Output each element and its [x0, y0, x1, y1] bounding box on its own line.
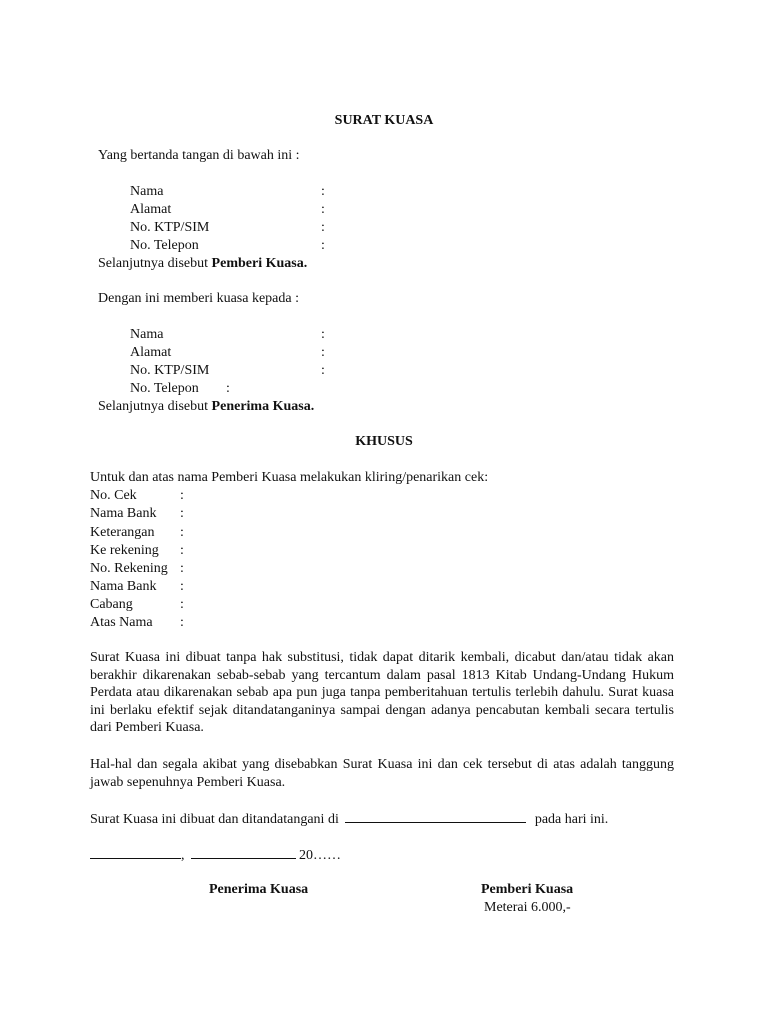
grant-intro-text: Dengan ini memberi kuasa kepada : [98, 291, 299, 306]
date-day-blank [191, 845, 296, 859]
stamp-note: Meterai 6.000,- [484, 900, 571, 915]
receiver-name-label: Nama [130, 327, 164, 342]
giver-reference [98, 255, 307, 273]
receiver-reference-prefix: Selanjutnya disebut [98, 399, 212, 414]
date-year: 20…… [299, 848, 341, 863]
branch-colon: : [180, 597, 184, 612]
place-line [90, 809, 608, 829]
account-number-label: No. Rekening [90, 561, 168, 576]
place-prefix: Surat Kuasa ini dibuat dan ditandatangani di [90, 812, 339, 827]
bank-name-label: Nama Bank [90, 506, 157, 521]
description-colon: : [180, 525, 184, 540]
purpose-text: Untuk dan atas nama Pemberi Kuasa melakukan kliring/penarikan cek: [90, 470, 489, 485]
account-holder-label: Atas Nama [90, 615, 153, 630]
giver-address-label: Alamat [130, 202, 172, 217]
giver-name-colon: : [321, 184, 325, 199]
section-title: KHUSUS [355, 434, 413, 449]
signer-giver-label: Pemberi Kuasa [481, 882, 574, 897]
receiver-name-colon: : [321, 327, 325, 342]
giver-phone-colon: : [321, 238, 325, 253]
giver-id-colon: : [321, 220, 325, 235]
responsibility-paragraph: Hal-hal dan segala akibat yang disebabkan Surat Kuasa ini dan cek tersebut di atas adalah tanggung jawab sepenuhnya Pemberi Kuasa. [90, 757, 674, 790]
account-number-colon: : [180, 561, 184, 576]
to-account-colon: : [180, 543, 184, 558]
giver-phone-label: No. Telepon [130, 238, 199, 253]
bank-name-colon: : [180, 506, 184, 521]
date-place-blank [90, 845, 181, 859]
receiver-address-label: Alamat [130, 345, 172, 360]
cheque-number-colon: : [180, 488, 184, 503]
place-blank [345, 809, 526, 823]
giver-name-label: Nama [130, 184, 164, 199]
bank-name-2-colon: : [180, 579, 184, 594]
cheque-number-label: No. Cek [90, 488, 137, 503]
receiver-phone-label: No. Telepon [130, 381, 199, 396]
account-holder-colon: : [180, 615, 184, 630]
receiver-address-colon: : [321, 345, 325, 360]
receiver-id-label: No. KTP/SIM [130, 363, 210, 378]
giver-address-colon: : [321, 202, 325, 217]
branch-label: Cabang [90, 597, 133, 612]
giver-reference-prefix: Selanjutnya disebut [98, 256, 212, 271]
place-suffix: pada hari ini. [534, 812, 609, 827]
receiver-phone-colon: : [226, 381, 230, 396]
giver-id-label: No. KTP/SIM [130, 220, 210, 235]
giver-reference-bold: Pemberi Kuasa. [211, 256, 308, 271]
receiver-reference-bold: Penerima Kuasa. [211, 399, 315, 414]
description-label: Keterangan [90, 525, 155, 540]
date-line [90, 845, 341, 865]
terms-paragraph: Surat Kuasa ini dibuat tanpa hak substitusi, tidak dapat ditarik kembali, dicabut dan/atau tidak akan berakhir dikarenakan sebab-sebab yang tercantum dalam pasal 1813 Kitab Undang-Undang Hukum Perdata atau dikarenakan sebab apa pun juga tanpa pemberitahuan tertulis terlebih dahulu. Surat kuasa ini berlaku efektif sejak ditandatanganinya sampai dengan adanya pencabutan kembali secara tertulis dari Pemberi Kuasa. [90, 650, 674, 735]
date-comma: , [181, 848, 185, 863]
signer-receiver-label: Penerima Kuasa [209, 882, 309, 897]
bank-name-2-label: Nama Bank [90, 579, 157, 594]
intro-text: Yang bertanda tangan di bawah ini : [98, 148, 300, 163]
document-title: SURAT KUASA [334, 113, 434, 128]
receiver-id-colon: : [321, 363, 325, 378]
receiver-reference [98, 398, 314, 416]
to-account-label: Ke rekening [90, 543, 159, 558]
